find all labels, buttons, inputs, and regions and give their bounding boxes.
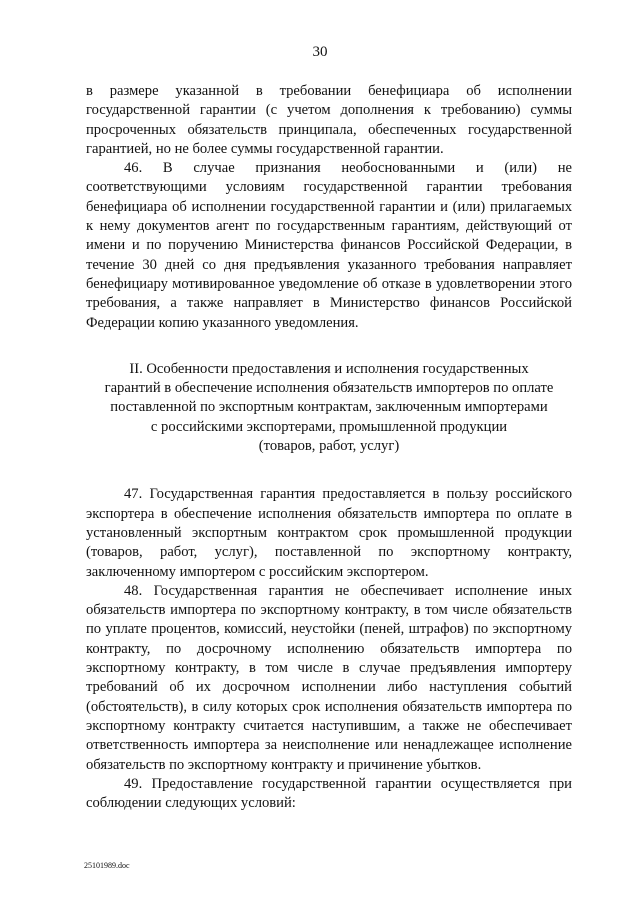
paragraph-continuation: в размере указанной в требовании бенефициара об исполнении государственной гарантии (с учетом дополнения к требованию) суммы просроченных обязательств принципала, обеспеченных государственной гарантией, но не более суммы государственной гарантии. [86, 83, 572, 157]
paragraph-49: 49. Предоставление государственной гарантии осуществляется при соблюдении следующих условий: [86, 775, 572, 812]
section-heading [100, 360, 558, 456]
paragraph-46: 46. В случае признания необоснованными и (или) не соответствующими условиям государственной гарантии требования бенефициара об исполнении государственной гарантии и (или) прилагаемых к нему документов агент по государственным гарантиям, действующий от имени и по поручению Министерства финансов Российской Федерации, в течение 30 дней со дня предъявления указанного требования направляет бенефициару мотивированное уведомление об отказе в удовлетворении этого требования, а также направляет в Министерство финансов Российской Федерации копию указанного уведомления. [86, 160, 572, 331]
section-heading-line: (товаров, работ, услуг) [258, 438, 400, 455]
file-name-footer: 25101989.doc [84, 861, 130, 870]
document-body [86, 82, 572, 813]
paragraph-48: 48. Государственная гарантия не обеспечивает исполнение иных обязательств импортера по экспортному контракту, в том числе обязательств по уплате процентов, комиссий, неустойки (пеней, штрафов) по экспортному контракту, по досрочному исполнению обязательств импортера по экспортному контракту, в том числе в случае предъявления импортеру требований об их досрочном исполнении либо наступления событий (обстоятельств), в силу которых срок исполнения обязательств импортера по экспортному контракту считается наступившим, а также не обеспечивает ответственность импортера за неисполнение или ненадлежащее исполнение обязательств по экспортному контракту и причинение убытков. [86, 582, 572, 773]
paragraph-47: 47. Государственная гарантия предоставляется в пользу российского экспортера в обеспечение исполнения обязательств импортера по оплате в установленный экспортным контрактом срок промышленной продукции (товаров, работ, услуг), поставленной по экспортному контракту, заключенному импортером с российским экспортером. [86, 486, 572, 580]
section-heading-line: поставленной по экспортным контрактам, заключенным импортерами [110, 399, 548, 416]
section-heading-line: II. Особенности предоставления и исполнения государственных [129, 360, 529, 377]
page-number: 30 [312, 44, 328, 60]
section-heading-line: гарантий в обеспечение исполнения обязательств импортеров по оплате [104, 380, 554, 397]
section-heading-line: с российскими экспортерами, промышленной продукции [150, 418, 508, 435]
